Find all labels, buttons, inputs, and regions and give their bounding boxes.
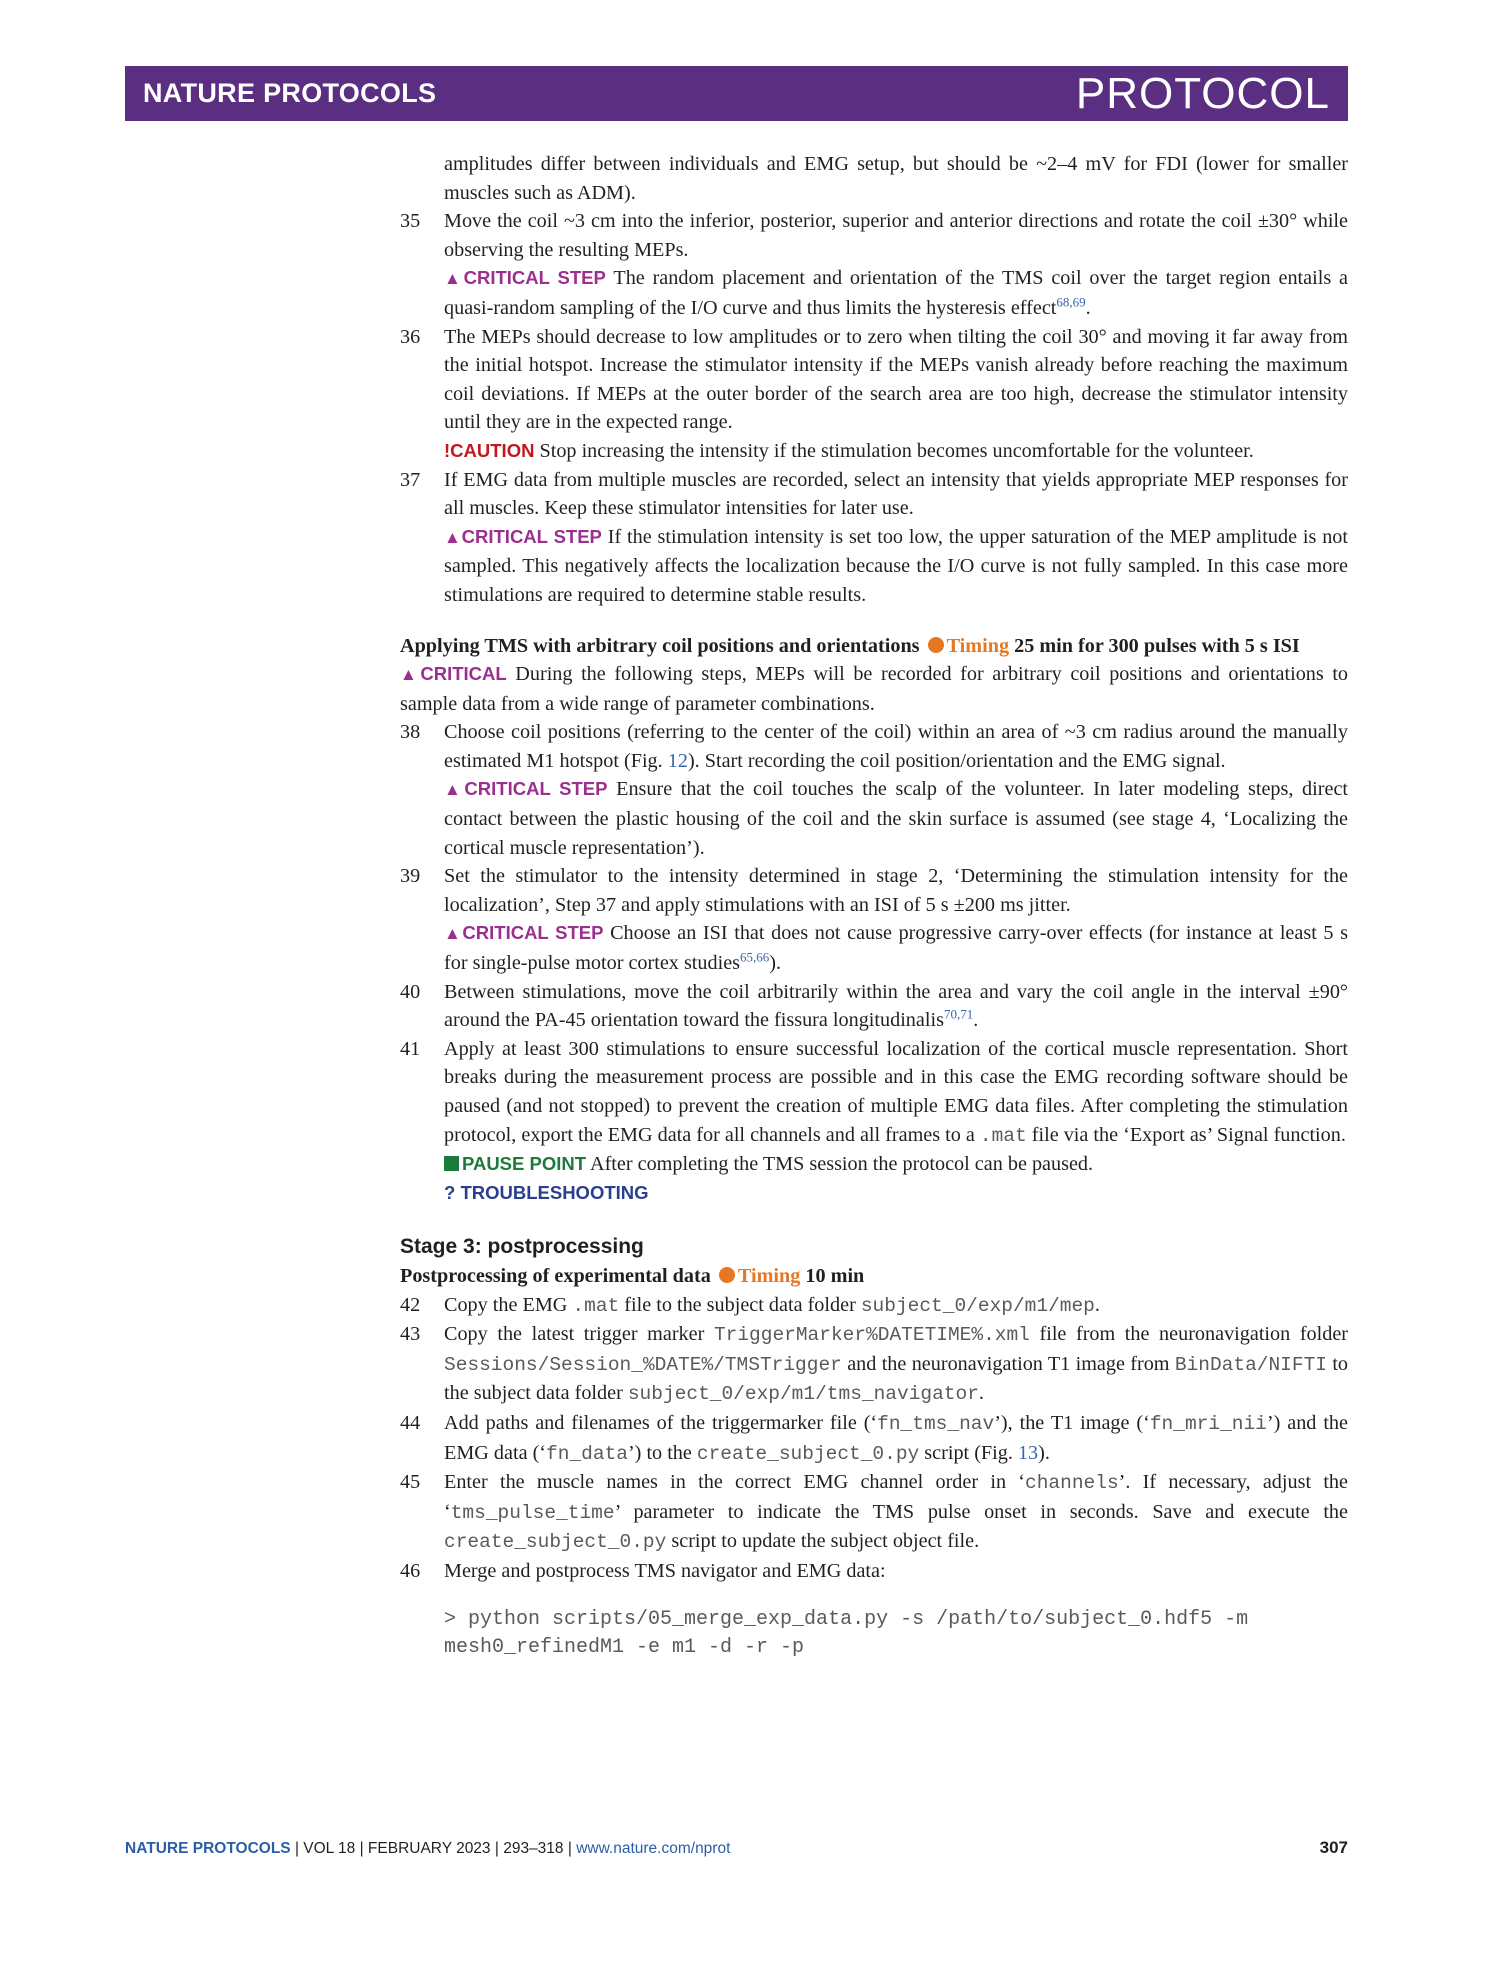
- step-number: 41: [400, 1037, 421, 1060]
- footer-date: FEBRUARY 2023: [367, 1840, 491, 1857]
- inline-code: subject_0/exp/m1/mep: [860, 1294, 1095, 1317]
- stage-heading: Stage 3: postprocessing: [400, 1235, 644, 1259]
- step-37: [400, 466, 1348, 523]
- step-45: 45 Enter the muscle names in the correct EMG channel order in ‘channels’. If necessary, adjust the ‘tms_pulse_time’ parameter to indicate the TMS pulse onset in seconds. Save and execute the create_subject_0.py script to update the subject object file.: [400, 1468, 1348, 1557]
- step-text: If EMG data from multiple muscles are recorded, select an intensity that yields appropriate MEP responses for all muscles. Keep these stimulator intensities for later use.: [444, 468, 1348, 520]
- inline-code: subject_0/exp/m1/tms_navigator: [627, 1383, 979, 1406]
- step-text: Move the coil ~3 cm into the inferior, posterior, superior and anterior directions and rotate the coil ±30° while observing the resulting MEPs.: [444, 210, 1348, 261]
- inline-code: fn_mri_nii: [1149, 1412, 1267, 1435]
- inline-code: create_subject_0.py: [696, 1442, 920, 1465]
- critical-step-label: ▲CRITICAL STEP: [444, 922, 604, 944]
- footer-pages: 293–318: [503, 1840, 564, 1857]
- subsection-title: Postprocessing of experimental data: [400, 1264, 711, 1287]
- timing-dot-icon: [719, 1267, 735, 1283]
- step-number: 38: [400, 721, 421, 744]
- critical-step-text: The random placement and orientation of the TMS coil over the target region entails a quasi-random sampling of the I/O curve and thus limits the hysteresis effect: [444, 267, 1348, 319]
- step-text: Choose coil positions (referring to the center of the coil) within an area of ~3 cm radius around the manually estimated M1 hotspot (Fig.: [444, 721, 1348, 772]
- step-number: 46: [400, 1559, 421, 1582]
- step-text: Apply at least 300 stimulations to ensure successful localization of the cortical muscle representation. Short breaks during the measurement process are possible and in this case the EMG recording software should be paused (and not stopped) to prevent the creation of multiple EMG data files. After completing the stimulation protocol, export the EMG data for all channels and all frames to a: [444, 1037, 1348, 1146]
- section-title: Applying TMS with arbitrary coil positions and orientations: [400, 634, 920, 657]
- step-text-cont: file via the ‘Export as’ Signal function.: [1031, 1123, 1346, 1146]
- step-number: 40: [400, 980, 421, 1003]
- step-39: [400, 862, 1348, 919]
- step-number: 39: [400, 865, 421, 888]
- code-block: > python scripts/05_merge_exp_data.py -s /path/to/subject_0.hdf5 -m mesh0_refinedM1 -e m1 -d -r -p: [444, 1607, 1249, 1660]
- pause-point-label: PAUSE POINT: [444, 1153, 586, 1174]
- caution-36: [400, 437, 1348, 466]
- timing-label: Timing: [737, 1264, 801, 1287]
- inline-code: tms_pulse_time: [450, 1501, 615, 1524]
- step-text: The MEPs should decrease to low amplitudes or to zero when tilting the coil 30° and moving it far away from the initial hotspot. Increase the stimulator intensity if the MEPs vanish already before reaching the maximum coil deviations. If MEPs at the outer border of the search area are too high, decrease the stimulator intensity until they are in the expected range.: [444, 325, 1348, 434]
- inline-code: fn_tms_nav: [877, 1412, 995, 1435]
- critical-step-label: ▲CRITICAL STEP: [444, 525, 602, 547]
- inline-code: .mat: [572, 1294, 620, 1317]
- critical-step-label: ▲CRITICAL STEP: [444, 267, 606, 289]
- step-38: [400, 718, 1348, 775]
- critical-step-text: If the stimulation intensity is set too low, the upper saturation of the MEP amplitude is not sampled. This negatively affects the localization because the I/O curve is not fully sampled. In this case more stimulations are required to determine stable results.: [444, 525, 1349, 606]
- inline-code: TriggerMarker%DATETIME%.xml: [713, 1324, 1030, 1347]
- step-43: 43 Copy the latest trigger marker TriggerMarker%DATETIME%.xml file from the neuronavigation folder Sessions/Session_%DATE%/TMSTrigger and the neuronavigation T1 image from BinData/NIFTI to the subject data folder subject_0/exp/m1/tms_navigator.: [400, 1320, 1348, 1409]
- warning-triangle-icon: ▲: [400, 665, 421, 685]
- step-40: 40 Between stimulations, move the coil arbitrarily within the area and vary the coil angle in the interval ±90° around the PA-45 orientation toward the fissura longitudinalis$^{70,71}$.: [400, 978, 1348, 1035]
- caution-text: Stop increasing the intensity if the stimulation becomes uncomfortable for the volunteer.: [539, 439, 1254, 462]
- critical-step-label: ▲CRITICAL STEP: [444, 778, 608, 800]
- step-number: 43: [400, 1323, 421, 1346]
- inline-code: BinData/NIFTI: [1174, 1353, 1327, 1376]
- critical-step-37: [400, 523, 1348, 610]
- pause-point-41: [400, 1150, 1348, 1179]
- inline-code: create_subject_0.py: [444, 1531, 667, 1554]
- pause-point-text: After completing the TMS session the protocol can be paused.: [589, 1153, 1094, 1176]
- step-42: 42 Copy the EMG .mat file to the subject data folder subject_0/exp/m1/mep.: [400, 1291, 1348, 1321]
- page-footer: NATURE PROTOCOLS | VOL 18 | FEBRUARY 2023 | 293–318 | www.nature.com/nprot: [125, 1840, 731, 1857]
- inline-code: fn_data: [546, 1442, 628, 1465]
- continued-paragraph: amplitudes differ between individuals and EMG setup, but should be ~2–4 mV for FDI (lower for smaller muscles such as ADM).: [444, 153, 1348, 204]
- troubleshooting-link[interactable]: ? TROUBLESHOOTING: [444, 1181, 649, 1203]
- article-type: PROTOCOL: [1075, 69, 1330, 118]
- footer-url[interactable]: www.nature.com/nprot: [576, 1840, 731, 1857]
- figure-link[interactable]: 12: [667, 749, 688, 772]
- step-text: Merge and postprocess TMS navigator and EMG data:: [444, 1559, 886, 1582]
- citation-refs[interactable]: 65,66: [740, 949, 770, 965]
- journal-name: NATURE PROTOCOLS: [143, 78, 437, 108]
- journal-banner: [125, 66, 1348, 121]
- figure-link[interactable]: 13: [1017, 1441, 1039, 1464]
- inline-code: .mat: [979, 1124, 1027, 1147]
- citation-refs[interactable]: 70,71: [943, 1006, 974, 1022]
- main-text: [400, 150, 1348, 1663]
- caution-label: !CAUTION: [444, 439, 535, 461]
- step-41: [400, 1035, 1348, 1150]
- pause-square-icon: [444, 1156, 459, 1171]
- step-number: 45: [400, 1471, 421, 1494]
- inline-code: Sessions/Session_%DATE%/TMSTrigger: [444, 1353, 842, 1376]
- step-text-cont: ). Start recording the coil position/orientation and the EMG signal.: [687, 749, 1226, 772]
- exclamation-icon: !: [444, 439, 451, 461]
- timing-dot-icon: [928, 637, 944, 653]
- step-number: 35: [400, 210, 421, 233]
- step-number: 37: [400, 468, 421, 491]
- citation-refs[interactable]: 68,69: [1056, 294, 1086, 310]
- footer-volume: VOL 18: [303, 1840, 356, 1857]
- step-44: 44 Add paths and filenames of the triggermarker file (‘fn_tms_nav’), the T1 image (‘fn_mri_nii’) and the EMG data (‘fn_data’) to the create_subject_0.py script (Fig. 13).: [400, 1409, 1348, 1468]
- timing-label: Timing: [946, 634, 1010, 657]
- step-number: 36: [400, 325, 421, 348]
- timing-value: 10 min: [805, 1264, 865, 1287]
- step-36: [400, 323, 1348, 437]
- critical-step-text: Ensure that the coil touches the scalp of the volunteer. In later modeling steps, direct contact between the plastic housing of the coil and the skin surface is assumed (see stage 4, ‘Localizing the cortical muscle representation’).: [444, 778, 1349, 859]
- warning-triangle-icon: ▲: [444, 269, 464, 289]
- step-35: [400, 207, 1348, 264]
- footer-journal: NATURE PROTOCOLS: [125, 1840, 291, 1857]
- section-heading-tms: [400, 632, 1348, 661]
- step-46: [400, 1557, 1348, 1586]
- critical-step-38: [400, 775, 1348, 862]
- step-number: 44: [400, 1411, 421, 1434]
- critical-label: ▲CRITICAL: [400, 663, 507, 685]
- inline-code: channels: [1025, 1472, 1119, 1495]
- critical-step-35: ▲CRITICAL STEP The random placement and orientation of the TMS coil over the target region entails a quasi-random sampling of the I/O curve and thus limits the hysteresis effect$^{68,69}$.: [444, 267, 1348, 319]
- critical-section-note: [400, 660, 1348, 718]
- troubleshooting-41: [400, 1179, 1348, 1208]
- step-text: Set the stimulator to the intensity determined in stage 2, ‘Determining the stimulation intensity for the localization’, Step 37 and apply stimulations with an ISI of 5 s ±200 ms jitter.: [444, 865, 1348, 916]
- critical-step-39: ▲CRITICAL STEP Choose an ISI that does not cause progressive carry-over effects (for instance at least 5 s for single-pulse motor cortex studies$^{65,66}$).: [444, 922, 1349, 975]
- warning-triangle-icon: ▲: [444, 780, 465, 800]
- timing-value: 25 min for 300 pulses with 5 s ISI: [1014, 634, 1300, 657]
- subsection-heading: [400, 1262, 1348, 1291]
- page-number: 307: [1319, 1838, 1348, 1857]
- step-text: Between stimulations, move the coil arbitrarily within the area and vary the coil angle in the interval ±90° around the PA-45 orientation toward the fissura longitudinalis: [444, 980, 1348, 1032]
- critical-text: During the following steps, MEPs will be recorded for arbitrary coil positions and orientations to sample data from a wide range of parameter combinations.: [400, 663, 1349, 715]
- warning-triangle-icon: ▲: [444, 924, 463, 944]
- step-number: 42: [400, 1293, 421, 1316]
- critical-step-text: Choose an ISI that does not cause progressive carry-over effects (for instance at least 5 s for single-pulse motor cortex studies: [444, 922, 1349, 975]
- warning-triangle-icon: ▲: [444, 527, 462, 547]
